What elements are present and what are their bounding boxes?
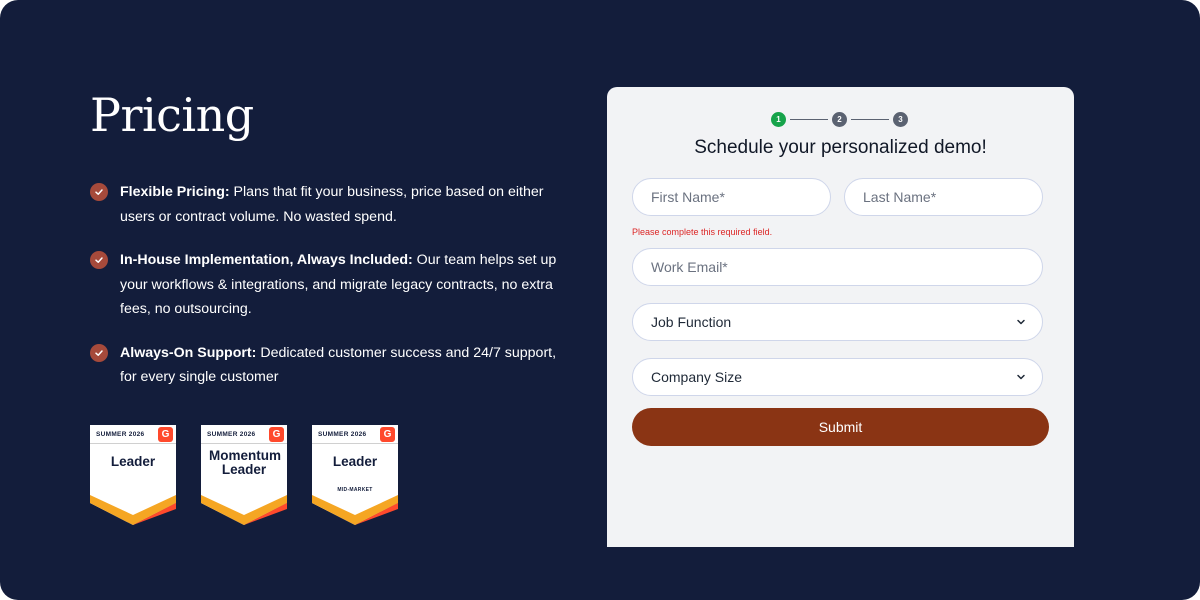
job-function-value: Job Function	[651, 314, 732, 330]
feature-title: In-House Implementation, Always Included:	[120, 252, 413, 268]
step-connector	[790, 119, 828, 120]
badge-title: Leader	[110, 454, 156, 469]
chevron-down-icon	[1016, 314, 1026, 330]
g2-badge-leader-mid-market	[312, 425, 398, 525]
g2-logo-icon: G	[380, 427, 395, 442]
feature-text: Dedicated customer success and 24/7 support, for every single customer	[120, 344, 557, 385]
badge-title: Momentum Leader	[209, 448, 281, 477]
first-name-error: Please complete this required field.	[632, 227, 773, 237]
feature-text: Plans that fit your business, price based on either users or contract volume. No wasted spend.	[120, 184, 544, 225]
feature-item	[90, 180, 560, 229]
g2-logo-icon: G	[158, 427, 173, 442]
job-function-select[interactable]	[632, 303, 1043, 341]
feature-text: Our team helps set up your workflows & integrations, and migrate legacy contracts, no extra fees, no outsourcing.	[120, 252, 557, 317]
badge-subtitle: MID-MARKET	[337, 487, 373, 493]
step-3: 3	[893, 112, 908, 127]
badge-season: SUMMER 2026	[90, 425, 176, 444]
step-connector	[851, 119, 889, 120]
check-icon	[90, 251, 108, 269]
award-badges	[90, 425, 398, 525]
step-1: 1	[771, 112, 786, 127]
g2-logo-icon: G	[269, 427, 284, 442]
chevron-down-icon	[1016, 369, 1026, 385]
submit-button[interactable]: Submit	[632, 408, 1049, 446]
g2-badge-leader	[90, 425, 176, 525]
feature-title: Flexible Pricing:	[120, 184, 230, 200]
company-size-value: Company Size	[651, 369, 743, 385]
feature-item	[90, 341, 560, 390]
demo-form-card	[607, 87, 1074, 547]
work-email-input[interactable]	[632, 248, 1043, 286]
badge-title: Leader	[332, 454, 378, 469]
form-stepper	[771, 112, 908, 127]
g2-badge-momentum-leader	[201, 425, 287, 525]
badge-season: SUMMER 2026	[312, 425, 398, 444]
last-name-input[interactable]	[844, 178, 1043, 216]
feature-list	[90, 180, 560, 390]
check-icon	[90, 183, 108, 201]
badge-season: SUMMER 2026	[201, 425, 287, 444]
feature-item	[90, 248, 560, 322]
company-size-select[interactable]	[632, 358, 1043, 396]
step-2: 2	[832, 112, 847, 127]
page-title: Pricing	[90, 88, 254, 142]
first-name-input[interactable]	[632, 178, 831, 216]
check-icon	[90, 344, 108, 362]
form-title: Schedule your personalized demo!	[694, 137, 987, 158]
feature-title: Always-On Support:	[120, 344, 257, 361]
